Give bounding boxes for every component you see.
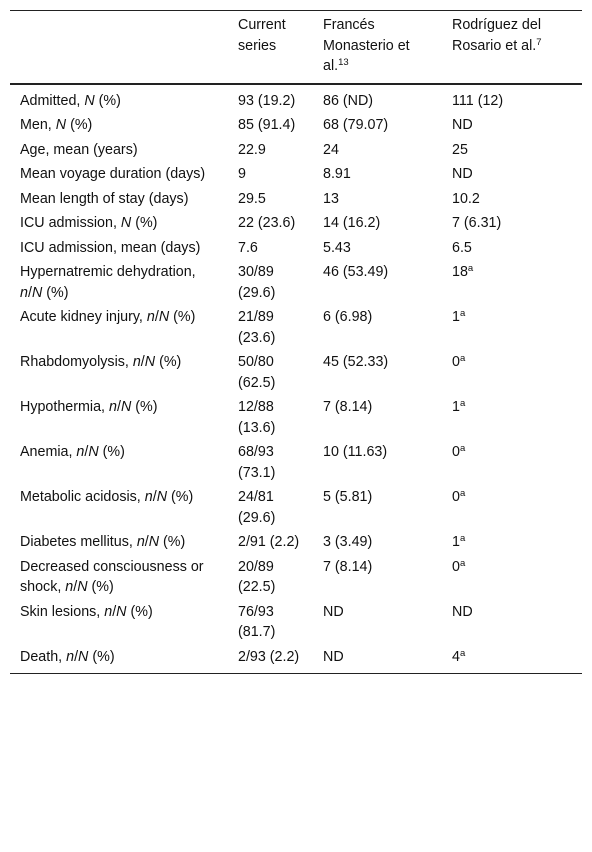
footnote-superscript: a <box>459 488 466 499</box>
cell-value: 0 <box>452 444 460 460</box>
label-text: Skin lesions, <box>20 603 105 620</box>
table-cell <box>313 485 442 530</box>
table-cell <box>442 138 582 163</box>
cell-value: ND <box>452 166 473 182</box>
cell-value: 29.5 <box>238 190 266 207</box>
cell-value: 68 (79.07) <box>323 117 389 133</box>
row-label <box>10 187 228 212</box>
table-cell <box>442 555 582 600</box>
table-cell <box>313 645 442 674</box>
cell-value: 13 <box>323 190 339 207</box>
italic-symbol: n <box>144 489 153 505</box>
table-body <box>10 84 582 674</box>
cell-value: ND <box>323 648 344 665</box>
cell-value: 93 (19.2) <box>238 92 296 109</box>
label-text: (%) <box>66 117 93 133</box>
table-cell <box>313 350 442 395</box>
table-cell <box>228 187 313 212</box>
cell-value: 25 <box>452 141 468 158</box>
cell-value: 1 <box>452 534 460 550</box>
label-text: (%) <box>42 284 69 301</box>
footnote-superscript: a <box>459 353 466 364</box>
cell-value: 2/93 (2.2) <box>238 648 300 665</box>
cell-value: 10 (11.63) <box>323 444 388 460</box>
cell-value: ND <box>452 117 473 133</box>
table-cell <box>313 395 442 440</box>
row-label <box>10 530 228 555</box>
table-row <box>10 485 582 530</box>
table-cell <box>313 211 442 236</box>
label-text: (%) <box>88 648 115 665</box>
footnote-superscript: a <box>459 647 466 659</box>
table-cell <box>442 236 582 261</box>
table-cell <box>228 236 313 261</box>
cell-value: 7 (8.14) <box>323 399 373 415</box>
row-label <box>10 395 228 440</box>
footnote-superscript: a <box>459 443 466 454</box>
label-text: (%) <box>98 444 125 460</box>
table-cell <box>313 600 442 645</box>
label-text: / <box>144 534 149 550</box>
cell-value: 6 (6.98) <box>323 309 373 325</box>
table-cell <box>313 305 442 350</box>
row-label <box>10 440 228 485</box>
cell-value: 8.91 <box>323 166 351 182</box>
table-cell <box>228 138 313 163</box>
row-label <box>10 260 228 305</box>
table-cell <box>313 187 442 212</box>
table-cell <box>313 440 442 485</box>
cell-value: 85 (91.4) <box>238 117 296 133</box>
label-text: Decreased consciousness or shock, <box>20 558 204 595</box>
italic-symbol: n <box>109 399 117 415</box>
label-text: Men, <box>20 117 56 133</box>
label-text: / <box>73 579 78 595</box>
italic-symbol: n <box>146 309 155 325</box>
row-label <box>10 645 228 674</box>
label-text: ICU admission, mean (days) <box>20 239 201 256</box>
table-cell <box>442 440 582 485</box>
table-row <box>10 555 582 600</box>
label-text: (%) <box>155 354 182 370</box>
reference-superscript: 7 <box>536 36 542 48</box>
cell-value: 0 <box>452 489 460 505</box>
row-label <box>10 236 228 261</box>
table-cell <box>228 485 313 530</box>
table-cell <box>313 260 442 305</box>
label-text: Rhabdomyolysis, <box>20 354 133 370</box>
cell-value: 86 (ND) <box>323 92 374 109</box>
label-text: Admitted, <box>20 92 85 109</box>
table-cell <box>228 113 313 138</box>
italic-symbol: N <box>55 117 67 133</box>
italic-symbol: n <box>66 648 75 665</box>
table-row <box>10 138 582 163</box>
label-text: / <box>27 284 32 301</box>
italic-symbol: N <box>120 399 132 415</box>
cell-value: 24/81 (29.6) <box>238 489 276 526</box>
column-header-text: Rodríguez del Rosario et al. <box>452 17 542 54</box>
italic-symbol: N <box>31 284 43 301</box>
cell-value: 6.5 <box>452 239 472 256</box>
table-cell <box>313 555 442 600</box>
table-cell <box>442 162 582 187</box>
table-row <box>10 645 582 674</box>
cell-value: 3 (3.49) <box>323 534 373 550</box>
table-cell <box>442 260 582 305</box>
table-cell <box>442 113 582 138</box>
label-text: (%) <box>167 489 194 505</box>
table-cell <box>442 350 582 395</box>
cell-value: 46 (53.49) <box>323 264 389 280</box>
table-cell <box>442 305 582 350</box>
table-cell <box>313 84 442 114</box>
table-cell <box>313 138 442 163</box>
italic-symbol: N <box>156 489 168 505</box>
row-label <box>10 305 228 350</box>
table-row <box>10 600 582 645</box>
cell-value: 30/89 (29.6) <box>238 264 276 301</box>
footnote-superscript: a <box>459 398 466 409</box>
label-text: Metabolic acidosis, <box>20 489 145 505</box>
table-cell <box>228 211 313 236</box>
italic-symbol: n <box>65 579 74 595</box>
italic-symbol: N <box>77 579 88 595</box>
column-header-text: Francés Monasterio et al. <box>323 17 410 74</box>
label-text: (%) <box>126 603 153 620</box>
cell-value: 0 <box>452 558 460 575</box>
column-header <box>442 11 582 84</box>
label-text: / <box>74 648 79 665</box>
label-text: (%) <box>87 579 114 595</box>
italic-symbol: N <box>158 309 170 325</box>
cell-value: 20/89 (22.5) <box>238 558 276 595</box>
cell-value: ND <box>452 603 473 620</box>
row-label <box>10 84 228 114</box>
table-cell <box>313 236 442 261</box>
table-cell <box>228 350 313 395</box>
table-cell <box>228 84 313 114</box>
table-cell <box>228 555 313 600</box>
label-text: (%) <box>159 534 186 550</box>
cell-value: 1 <box>452 309 460 325</box>
label-text: Hypothermia, <box>20 399 109 415</box>
cell-value: ND <box>323 603 344 620</box>
table-row <box>10 350 582 395</box>
cell-value: 68/93 (73.1) <box>238 444 276 481</box>
column-header <box>228 11 313 84</box>
cell-value: 22 (23.6) <box>238 215 296 231</box>
cell-value: 24 <box>323 141 339 158</box>
cell-value: 5 (5.81) <box>323 489 373 505</box>
label-text: / <box>154 309 159 325</box>
table-cell <box>442 187 582 212</box>
table-cell <box>313 530 442 555</box>
cell-value: 9 <box>238 166 246 182</box>
comparison-table <box>10 10 582 674</box>
column-header <box>313 11 442 84</box>
table-cell <box>228 645 313 674</box>
table-cell <box>442 395 582 440</box>
italic-symbol: n <box>132 354 141 370</box>
row-label <box>10 138 228 163</box>
label-text: Mean voyage duration (days) <box>20 166 206 182</box>
row-label <box>10 211 228 236</box>
footnote-superscript: a <box>459 308 466 319</box>
label-text: ICU admission, <box>20 215 121 231</box>
cell-value: 50/80 (62.5) <box>238 354 276 391</box>
table-cell <box>228 305 313 350</box>
italic-symbol: n <box>20 284 28 301</box>
table-row <box>10 530 582 555</box>
label-text: Hypernatremic dehydration, <box>20 264 196 280</box>
table-header <box>10 11 582 84</box>
italic-symbol: N <box>116 603 127 620</box>
table-cell <box>228 162 313 187</box>
row-label <box>10 113 228 138</box>
label-text: / <box>116 399 121 415</box>
italic-symbol: N <box>88 444 99 460</box>
table-row <box>10 211 582 236</box>
label-text: / <box>112 603 117 620</box>
footnote-superscript: a <box>459 557 466 569</box>
cell-value: 76/93 (81.7) <box>238 603 276 640</box>
table-cell <box>313 113 442 138</box>
table-cell <box>228 600 313 645</box>
table-row <box>10 395 582 440</box>
label-text: Acute kidney injury, <box>20 309 147 325</box>
table-cell <box>228 530 313 555</box>
table-cell <box>228 440 313 485</box>
label-text: Anemia, <box>20 444 77 460</box>
italic-symbol: N <box>148 534 160 550</box>
italic-symbol: N <box>120 215 132 231</box>
cell-value: 14 (16.2) <box>323 215 381 231</box>
label-text: (%) <box>94 92 121 109</box>
italic-symbol: n <box>76 444 85 460</box>
cell-value: 7 (6.31) <box>452 215 502 231</box>
table-cell <box>228 260 313 305</box>
table-row <box>10 113 582 138</box>
table-cell <box>313 162 442 187</box>
cell-value: 22.9 <box>238 141 266 158</box>
table-cell <box>228 395 313 440</box>
italic-symbol: N <box>144 354 156 370</box>
label-text: / <box>152 489 157 505</box>
table-cell <box>442 485 582 530</box>
label-text: (%) <box>169 309 196 325</box>
column-header-text: Current series <box>238 17 286 54</box>
cell-value: 10.2 <box>452 190 480 207</box>
cell-value: 1 <box>452 399 460 415</box>
header-row <box>10 11 582 84</box>
cell-value: 0 <box>452 354 460 370</box>
cell-value: 7.6 <box>238 239 258 256</box>
label-text: Diabetes mellitus, <box>20 534 137 550</box>
cell-value: 21/89 (23.6) <box>238 309 276 346</box>
table-row <box>10 187 582 212</box>
italic-symbol: n <box>104 603 113 620</box>
row-label <box>10 485 228 530</box>
row-label <box>10 162 228 187</box>
column-header <box>10 11 228 84</box>
italic-symbol: n <box>136 534 145 550</box>
label-text: / <box>84 444 89 460</box>
footnote-superscript: a <box>459 533 466 544</box>
table-cell <box>442 645 582 674</box>
cell-value: 18 <box>452 264 468 280</box>
label-text: Mean length of stay (days) <box>20 190 189 207</box>
italic-symbol: N <box>84 92 95 109</box>
table-cell <box>442 211 582 236</box>
row-label <box>10 555 228 600</box>
cell-value: 45 (52.33) <box>323 354 389 370</box>
cell-value: 7 (8.14) <box>323 558 373 575</box>
label-text: / <box>140 354 145 370</box>
table-row <box>10 84 582 114</box>
table-row <box>10 260 582 305</box>
cell-value: 12/88 (13.6) <box>238 399 276 436</box>
table-row <box>10 440 582 485</box>
table-cell <box>442 530 582 555</box>
cell-value: 5.43 <box>323 239 351 256</box>
footnote-superscript: a <box>467 263 474 274</box>
row-label <box>10 350 228 395</box>
cell-value: 4 <box>452 648 460 665</box>
label-text: (%) <box>131 399 158 415</box>
label-text: Death, <box>20 648 67 665</box>
label-text: Age, mean (years) <box>20 141 138 158</box>
reference-superscript: 13 <box>338 57 349 68</box>
label-text: (%) <box>131 215 158 231</box>
cell-value: 111 (12) <box>452 92 504 109</box>
table-row <box>10 305 582 350</box>
cell-value: 2/91 (2.2) <box>238 534 300 550</box>
table-row <box>10 236 582 261</box>
table-cell <box>442 84 582 114</box>
row-label <box>10 600 228 645</box>
italic-symbol: N <box>78 648 89 665</box>
table-row <box>10 162 582 187</box>
table-cell <box>442 600 582 645</box>
